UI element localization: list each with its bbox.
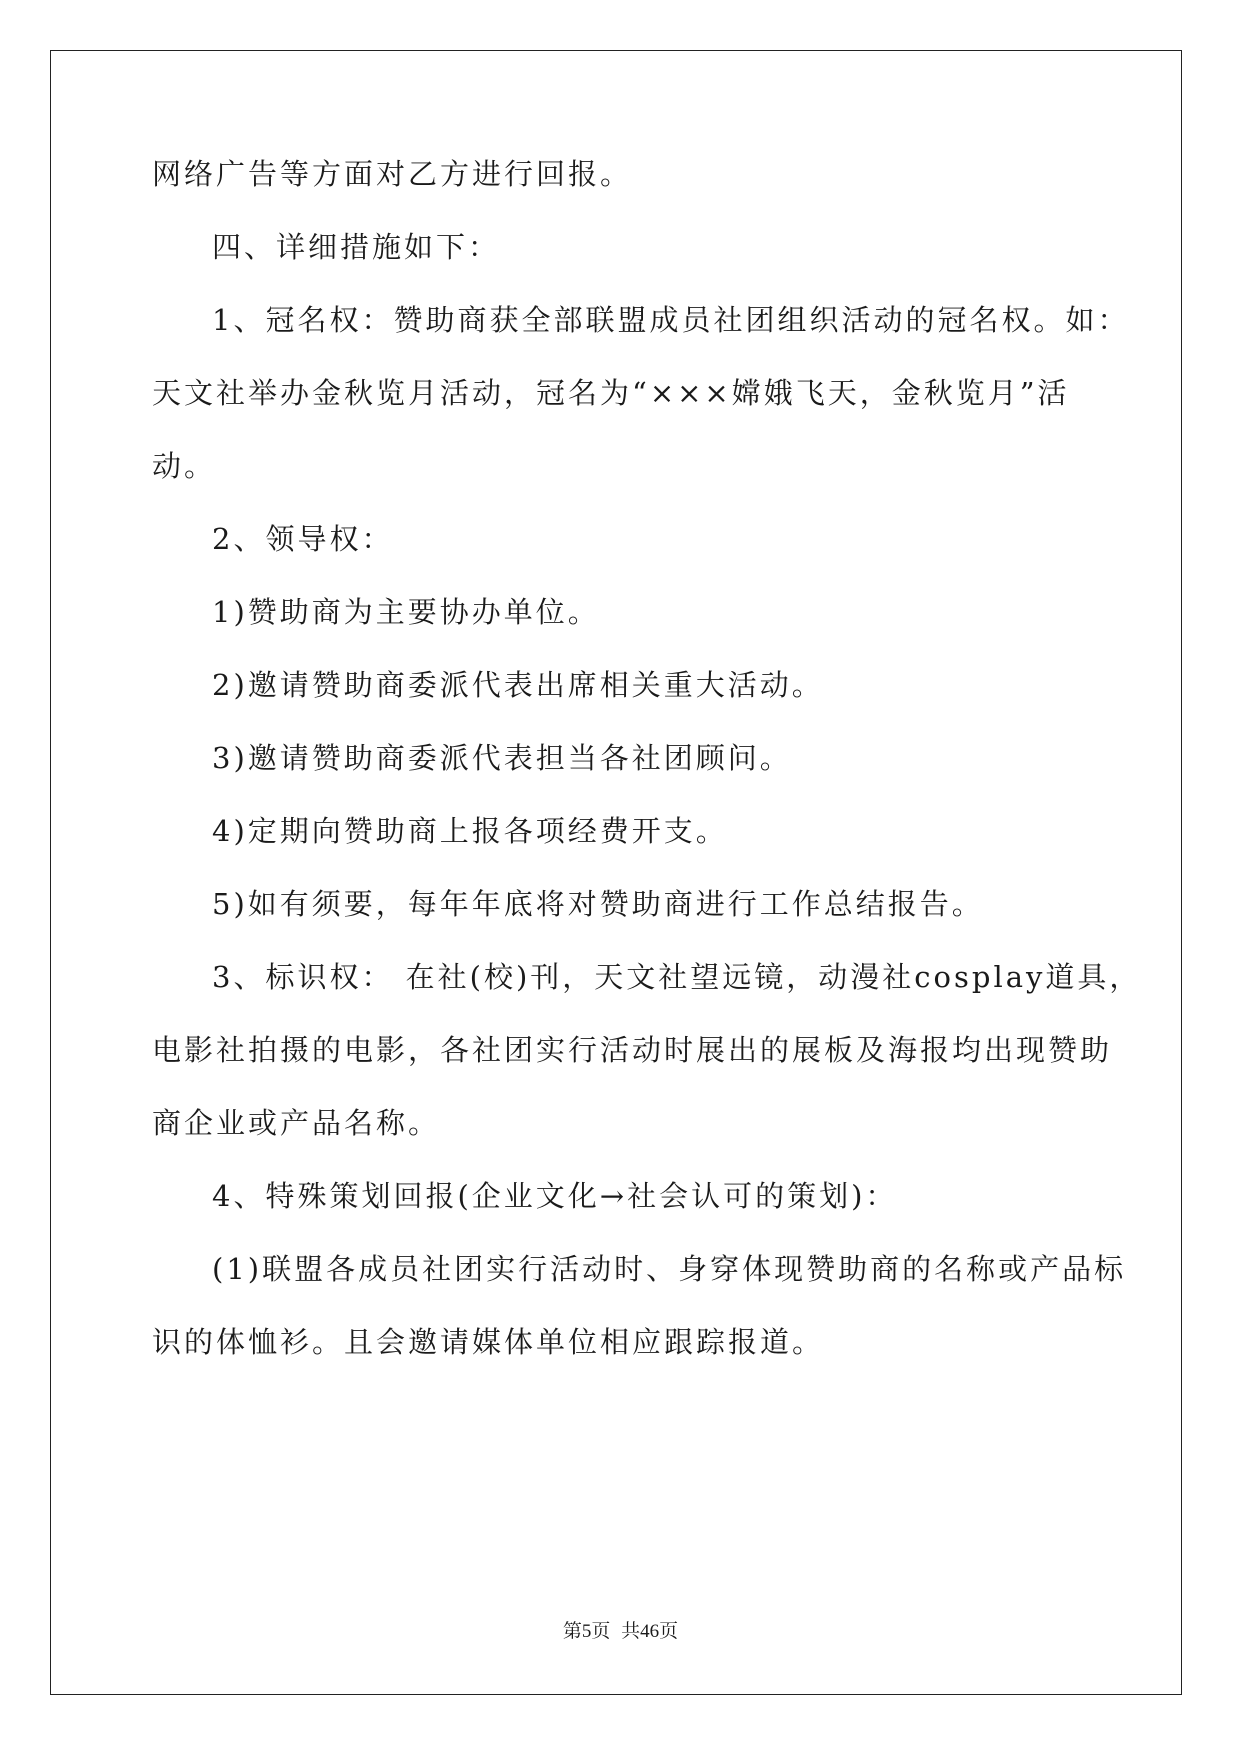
text-line: 1、冠名权：赞助商获全部联盟成员社团组织活动的冠名权。如：	[212, 303, 1130, 337]
list-item: 3)邀请赞助商委派代表担当各社团顾问。	[212, 741, 792, 775]
text-line: (1)联盟各成员社团实行活动时、身穿体现赞助商的名称或产品标	[212, 1252, 1127, 1286]
list-item: 4)定期向赞助商上报各项经费开支。	[212, 814, 728, 848]
text-line: 识的体恤衫。且会邀请媒体单位相应跟踪报道。	[152, 1325, 825, 1359]
text-line: 2、领导权：	[212, 522, 394, 556]
text-line: 动。	[152, 449, 217, 483]
list-item: 2)邀请赞助商委派代表出席相关重大活动。	[212, 668, 824, 702]
page-border	[50, 50, 1182, 1695]
text-line: 4、特殊策划回报(企业文化→社会认可的策划)：	[212, 1179, 898, 1213]
section-heading: 四、详细措施如下：	[212, 230, 501, 264]
text-line: 网络广告等方面对乙方进行回报。	[152, 157, 633, 191]
text-line: 天文社举办金秋览月活动，冠名为“×××嫦娥飞天，金秋览月”活	[152, 376, 1070, 410]
page-number: 第5页	[562, 1621, 611, 1642]
list-item: 1)赞助商为主要协办单位。	[212, 595, 600, 629]
page-total: 共46页	[621, 1621, 679, 1642]
text-line: 商企业或产品名称。	[152, 1106, 441, 1140]
text-line: 电影社拍摄的电影，各社团实行活动时展出的展板及海报均出现赞助	[152, 1033, 1113, 1067]
list-item: 5)如有须要，每年年底将对赞助商进行工作总结报告。	[212, 887, 984, 921]
text-line: 3、标识权： 在社(校)刊，天文社望远镜，动漫社cosplay道具，	[212, 960, 1142, 994]
page-footer	[0, 1616, 1241, 1643]
